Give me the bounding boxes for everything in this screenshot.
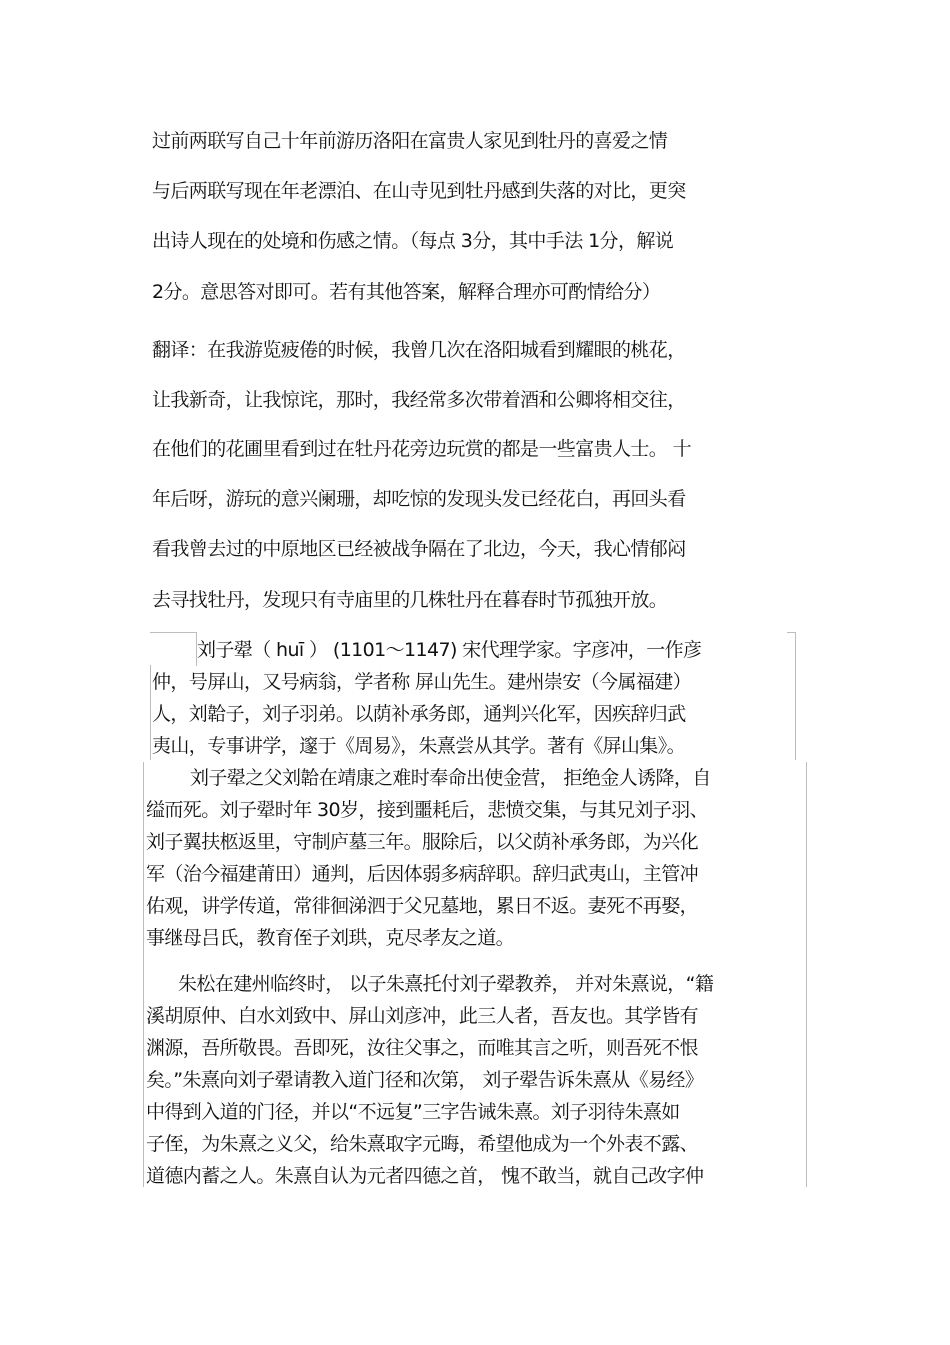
text-line: 佑观，讲学传道，常徘徊涕泗于父兄墓地，累日不返。妻死不再娶， xyxy=(146,895,699,917)
text-line: 翻译：在我游览疲倦的时候，我曾几次在洛阳城看到耀眼的桃花， xyxy=(152,339,686,361)
text-line: 与后两联写现在年老漂泊、在山寺见到牡丹感到失落的对比，更突 xyxy=(152,180,686,202)
text-line: 去寻找牡丹，发现只有寺庙里的几株牡丹在暮春时节孤独开放。 xyxy=(152,589,668,611)
text-line: 刘子翼扶柩返里，守制庐墓三年。服除后，以父荫补承务郎，为兴化 xyxy=(146,831,699,853)
text-line: 军（治今福建莆田）通判，后因体弱多病辞职。辞归武夷山，主管冲 xyxy=(146,863,699,885)
text-line: 刘子翚（ huī ） (1101～1147) 宋代理学家。字彦冲，一作彦 xyxy=(197,639,702,661)
text-line: 道德内蓄之人。朱熹自认为元者四德之首， 愧不敢当，就自己改字仲 xyxy=(146,1165,704,1187)
frame-body-left xyxy=(143,762,144,1187)
frame-intro-top-left xyxy=(150,632,197,666)
text-line: 出诗人现在的处境和伤感之情。（每点 3分，其中手法 1分，解说 xyxy=(152,230,674,252)
text-line: 事继母吕氏，教育侄子刘珙，克尽孝友之道。 xyxy=(146,927,515,949)
frame-intro-left xyxy=(150,665,151,760)
text-line: 矣。”朱熹向刘子翚请教入道门径和次第， 刘子翚告诉朱熹从《易经》 xyxy=(146,1069,704,1091)
text-line: 渊源，吾所敬畏。吾即死，汝往父事之，而唯其言之听，则吾死不恨 xyxy=(146,1037,699,1059)
text-line: 刘子翚之父刘韐在靖康之难时奉命出使金营， 拒绝金人诱降，自 xyxy=(190,767,711,789)
text-line: 子侄，为朱熹之义父，给朱熹取字元晦，希望他成为一个外表不露、 xyxy=(146,1133,699,1155)
text-line: 2分。意思答对即可。若有其他答案，解释合理亦可酌情给分） xyxy=(152,281,661,303)
frame-intro-right xyxy=(795,665,796,760)
text-line: 中得到入道的门径，并以“不远复”三字告诫朱熹。刘子羽待朱熹如 xyxy=(146,1101,680,1123)
frame-body-right xyxy=(806,762,807,1187)
text-line: 朱松在建州临终时， 以子朱熹托付刘子翚教养， 并对朱熹说，“籍 xyxy=(178,973,714,995)
text-line: 溪胡原仲、白水刘致中、屏山刘彦冲，此三人者，吾友也。其学皆有 xyxy=(146,1005,699,1027)
text-line: 缢而死。刘子翚时年 30岁，接到噩耗后，悲愤交集，与其兄刘子羽、 xyxy=(146,799,709,821)
text-line: 过前两联写自己十年前游历洛阳在富贵人家见到牡丹的喜爱之情 xyxy=(152,130,668,152)
text-line: 人，刘韐子，刘子羽弟。以荫补承务郎，通判兴化军，因疾辞归武 xyxy=(152,703,686,725)
frame-intro-top-right xyxy=(787,632,796,666)
text-line: 看我曾去过的中原地区已经被战争隔在了北边，今天，我心情郁闷 xyxy=(152,538,686,560)
text-line: 仲，号屏山，又号病翁，学者称 屏山先生。建州崇安（今属福建） xyxy=(152,671,692,693)
text-line: 年后呀，游玩的意兴阑珊，却吃惊的发现头发已经花白，再回头看 xyxy=(152,488,686,510)
text-line: 让我新奇，让我惊诧，那时，我经常多次带着酒和公卿将相交往， xyxy=(152,389,686,411)
text-line: 在他们的花圃里看到过在牡丹花旁边玩赏的都是一些富贵人士。 十 xyxy=(152,438,692,460)
text-line: 夷山，专事讲学，邃于《周易》，朱熹尝从其学。著有《屏山集》。 xyxy=(152,735,686,757)
